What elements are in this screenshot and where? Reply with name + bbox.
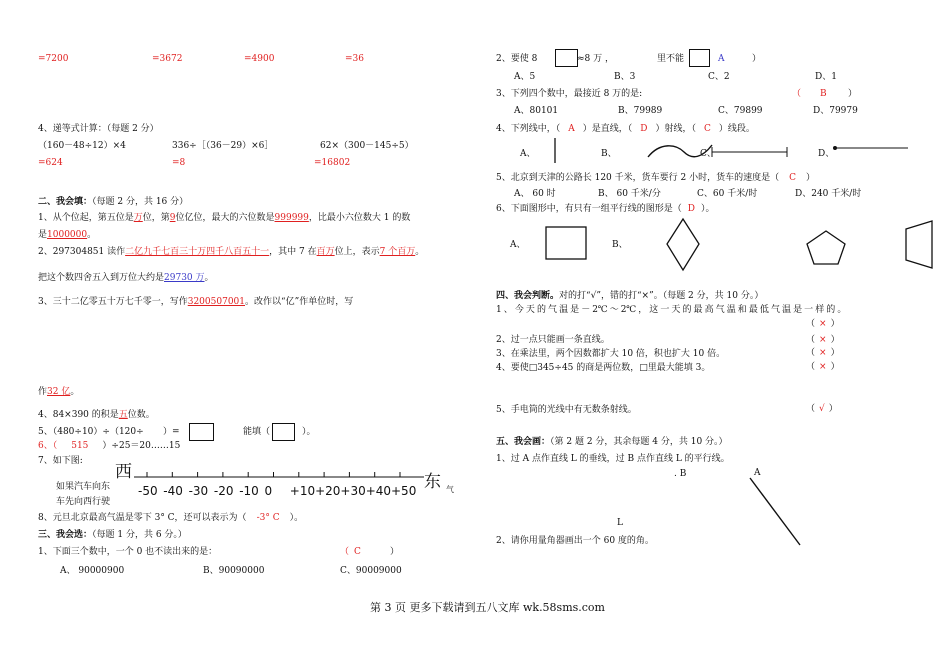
section-3-title: 三、我会选： bbox=[38, 530, 93, 540]
judge-5-mark: （ √ ） bbox=[806, 404, 838, 414]
fill-5-text-a: 5、（480÷10）÷（120÷ bbox=[38, 427, 144, 437]
fill-3-text-d: 。 bbox=[70, 387, 80, 397]
choice-3-open: （ bbox=[792, 89, 802, 99]
choice-1-option-b: B、90090000 bbox=[203, 566, 265, 576]
fill-3-answer-2: 32 亿 bbox=[47, 387, 71, 397]
fill-2-text-f: 。 bbox=[204, 273, 214, 283]
number-line-label-8: +30 bbox=[340, 484, 366, 498]
judge-1-answer: × bbox=[819, 319, 827, 329]
judge-1-text: 1 、 今 天 的 气 温 是 － 2℃ ～ 2℃ ， 这 一 天 的 最 高 气 温 和 最 低 气 温 是 一 样 的 。 bbox=[496, 305, 846, 315]
section-4-note: 对的打“√”，错的打“×”。（每题 2 分，共 10 分。） bbox=[559, 291, 764, 301]
fill-1-text-e: 是 bbox=[38, 230, 48, 240]
answer-4900: =4900 bbox=[244, 54, 275, 64]
fill-2-text-e: 把这个数四舍五入到万位大约是 bbox=[38, 273, 165, 283]
choice-1-answer-open: （ bbox=[340, 547, 350, 557]
east-label: 东 bbox=[424, 472, 441, 492]
fill-2-answer-4: 29730 万 bbox=[164, 273, 205, 283]
fill-2-answer-2: 百万 bbox=[316, 247, 335, 257]
answer-36: =36 bbox=[345, 54, 364, 64]
number-line-tail-char: 气 bbox=[446, 485, 454, 494]
fill-1-text-a: 1、从个位起，第五位是 bbox=[38, 213, 134, 223]
section-2-note: （每题 2 分，共 16 分） bbox=[92, 197, 189, 207]
choice-4-label-b: B、 bbox=[601, 149, 617, 159]
choice-4-text-a: 4、下列线中，（ bbox=[496, 124, 561, 134]
judge-2-mark: （ × ） bbox=[806, 335, 840, 345]
choice-4-label-a: A、 bbox=[520, 149, 536, 159]
fill-8-answer: -3° C bbox=[256, 513, 280, 523]
choice-5-option-b: B、 60 千米/分 bbox=[598, 189, 661, 199]
choice-3-close: ） bbox=[848, 89, 858, 99]
page-footer: 第 3 页 更多下载请到五八文库 wk.58sms.com bbox=[370, 601, 605, 614]
number-line-label-6: +10 bbox=[289, 484, 316, 498]
choice-4-text-c: ）射线，（ bbox=[655, 124, 696, 134]
section-5-title: 五、我会画： bbox=[496, 437, 551, 447]
choice-4-answer-1: A bbox=[568, 124, 575, 134]
choice-2-option-b: B、3 bbox=[614, 72, 636, 82]
judge-2-text: 2、过一点只能画一条直线。 bbox=[496, 335, 610, 345]
choice-2-text-a: 2、要使 8 bbox=[496, 54, 538, 64]
judge-4-text: 4、要使□345÷45 的商是两位数，□里最大能填 3。 bbox=[496, 363, 711, 373]
fill-2-text-a: 2、297304851 读作 bbox=[38, 247, 126, 257]
choice-4-text-d: ）线段。 bbox=[718, 124, 755, 134]
fill-3-text-a: 3、三十二亿零五十万七千零一，写作 bbox=[38, 297, 188, 307]
choice-1-answer: C bbox=[354, 547, 361, 557]
car-text-1: 如果汽车向东 bbox=[56, 482, 111, 492]
q4-title: 4、递等式计算：（每题 2 分） bbox=[38, 124, 159, 134]
number-line-label-10: +50 bbox=[391, 484, 417, 498]
judge-4-answer: × bbox=[819, 362, 827, 372]
q4-answer-2: =8 bbox=[172, 158, 186, 168]
fill-8-text-a: 8、元旦北京最高气温是零下 3° C，还可以表示为（ bbox=[38, 513, 247, 523]
fill-3-text-b: 。改作以“亿”作单位时，写 bbox=[245, 297, 354, 307]
judge-3-mark: （ × ） bbox=[806, 348, 840, 358]
west-label: 西 bbox=[115, 462, 132, 482]
choice-1-answer-close: ） bbox=[390, 547, 400, 557]
choice-3-option-d: D、79979 bbox=[813, 106, 858, 116]
q4-expr-2: 336÷［（36－29）×6］ bbox=[172, 141, 274, 151]
choice-6-text-b: ）。 bbox=[700, 204, 715, 214]
choice-2-answer: A bbox=[718, 54, 725, 64]
choice-2-close: ） bbox=[752, 54, 762, 64]
fill-6-text-b: ）÷25＝20……15 bbox=[102, 441, 181, 451]
fill-1-text-b: 位，第 bbox=[142, 213, 170, 223]
fill-2-text-c: 位上，表示 bbox=[334, 247, 380, 257]
point-a-label: A bbox=[754, 468, 761, 478]
choice-4-label-d: D、 bbox=[818, 149, 835, 159]
choice-2-option-c: C、2 bbox=[708, 72, 730, 82]
car-text-2: 车先向西行驶 bbox=[56, 497, 111, 507]
choice-5-option-a: A、 60 时 bbox=[514, 189, 556, 199]
fill-5-text-b: ）= bbox=[163, 427, 180, 437]
choice-5-option-d: D、240 千米/时 bbox=[795, 189, 862, 199]
answer-3672: =3672 bbox=[152, 54, 183, 64]
line-l bbox=[750, 478, 800, 545]
choice-3-answer: B bbox=[820, 89, 827, 99]
number-line-label-0: -50 bbox=[138, 484, 158, 498]
choice-3-option-a: A、80101 bbox=[514, 106, 559, 116]
section-3-note: （每题 1 分，共 6 分。） bbox=[92, 530, 187, 540]
fill-2-text-d: 。 bbox=[415, 247, 425, 257]
fill-1-text-f: 。 bbox=[87, 230, 97, 240]
fill-1-text-d: ，比最小六位数大 1 的数 bbox=[308, 213, 411, 223]
judge-3-text: 3、在乘法里，两个因数都扩大 10 倍，积也扩大 10 倍。 bbox=[496, 349, 726, 359]
fill-3-answer-1: 3200507001 bbox=[187, 297, 245, 307]
number-line-label-3: -20 bbox=[213, 484, 234, 498]
fill-1-answer-4: 1000000 bbox=[47, 230, 88, 240]
judge-3-answer: × bbox=[819, 348, 827, 358]
choice-5-option-c: C、60 千米/时 bbox=[697, 189, 758, 199]
number-line-label-7: +20 bbox=[315, 484, 341, 498]
fill-1-answer-1: 万 bbox=[133, 213, 143, 223]
choice-5-text-a: 5、北京到天津的公路长 120 千米，货车要行 2 小时，货车的速度是（ bbox=[496, 173, 780, 183]
number-line-label-5: 0 bbox=[264, 484, 273, 498]
choice-6-label-b: B、 bbox=[612, 240, 628, 250]
choice-3-option-c: C、79899 bbox=[718, 106, 763, 116]
choice-4-answer-2: D bbox=[640, 124, 648, 134]
fill-5-text-c: 能填（ bbox=[243, 427, 271, 437]
fill-3-text-c: 作 bbox=[38, 387, 48, 397]
choice-4-text-b: ）是直线，（ bbox=[582, 124, 633, 134]
fill-2-answer-3: 7 个百万 bbox=[379, 247, 416, 257]
choice-5-text-b: ） bbox=[805, 173, 815, 183]
q4-expr-3: 62×（300－145÷5） bbox=[320, 141, 414, 151]
choice-2-text-c: 里不能 bbox=[657, 54, 685, 64]
choice-2-option-d: D、1 bbox=[815, 72, 837, 82]
fill-8-text-b: ）。 bbox=[289, 513, 304, 523]
fill-2-text-b: ，其中 7 在 bbox=[269, 247, 317, 257]
fill-4-answer: 五 bbox=[118, 410, 128, 420]
fill-4-text-b: 位数。 bbox=[127, 410, 155, 420]
choice-1-option-c: C、90009000 bbox=[340, 566, 402, 576]
q4-expr-1: （160－48÷12）×4 bbox=[38, 141, 126, 151]
section-4-title: 四、我会判断。 bbox=[496, 291, 560, 301]
line-l-label: L bbox=[617, 518, 623, 528]
judge-1-mark: （ × ） bbox=[806, 319, 840, 329]
fill-6-text-a: 6、（ bbox=[38, 441, 58, 451]
judge-4-mark: （ × ） bbox=[806, 362, 840, 372]
number-line-label-2: -30 bbox=[188, 484, 209, 498]
choice-4-answer-3: C bbox=[703, 124, 711, 134]
fill-1-answer-3: 999999 bbox=[274, 213, 309, 223]
fill-2-answer-1: 二亿九千七百三十万四千八百五十一 bbox=[125, 247, 270, 257]
choice-4-label-c: C、 bbox=[700, 149, 716, 159]
point-b-label: . B bbox=[674, 469, 687, 479]
choice-6-label-a: A、 bbox=[510, 240, 526, 250]
number-line-label-9: +40 bbox=[365, 484, 392, 498]
fill-6-answer: 515 bbox=[71, 441, 89, 451]
judge-2-answer: × bbox=[819, 335, 827, 345]
number-line-label-4: -10 bbox=[239, 484, 259, 498]
choice-1-text: 1、下面三个数中，一个 0 也不读出来的是： bbox=[38, 547, 218, 557]
judge-5-answer: √ bbox=[819, 404, 825, 414]
draw-1-text: 1、过 A 点作直线 L 的垂线，过 B 点作直线 L 的平行线。 bbox=[496, 454, 730, 464]
q4-answer-1: =624 bbox=[38, 158, 63, 168]
choice-2-text-b: ≈8 万 ， bbox=[577, 54, 614, 64]
fill-1-answer-2: 9 bbox=[169, 213, 176, 223]
choice-5-answer: C bbox=[789, 173, 796, 183]
choice-1-option-a: A、 90000900 bbox=[60, 566, 125, 576]
choice-3-text: 3、下列四个数中，最接近 8 万的是: bbox=[496, 89, 643, 99]
choice-6-answer: D bbox=[687, 204, 695, 214]
section-2-title: 二、我会填： bbox=[38, 197, 93, 207]
answer-7200: =7200 bbox=[38, 54, 69, 64]
q4-answer-3: =16802 bbox=[314, 158, 351, 168]
fill-1-text-c: 位亿位，最大的六位数是 bbox=[175, 213, 275, 223]
choice-2-option-a: A、5 bbox=[514, 72, 536, 82]
fill-7-title: 7、如下图: bbox=[38, 456, 83, 466]
choice-6-text-a: 6、下面图形中，有只有一组平行线的图形是（ bbox=[496, 204, 682, 214]
section-5-note: （第 2 题 2 分，其余每题 4 分，共 10 分。） bbox=[550, 437, 728, 447]
choice-3-option-b: B、79989 bbox=[618, 106, 663, 116]
judge-5-text: 5、手电筒的光线中有无数条射线。 bbox=[496, 405, 637, 415]
fill-4-text-a: 4、84×390 的积是 bbox=[38, 410, 119, 420]
draw-2-text: 2、请你用量角器画出一个 60 度的角。 bbox=[496, 536, 654, 546]
number-line-label-1: -40 bbox=[163, 484, 183, 498]
fill-5-text-d: ）。 bbox=[302, 427, 316, 437]
